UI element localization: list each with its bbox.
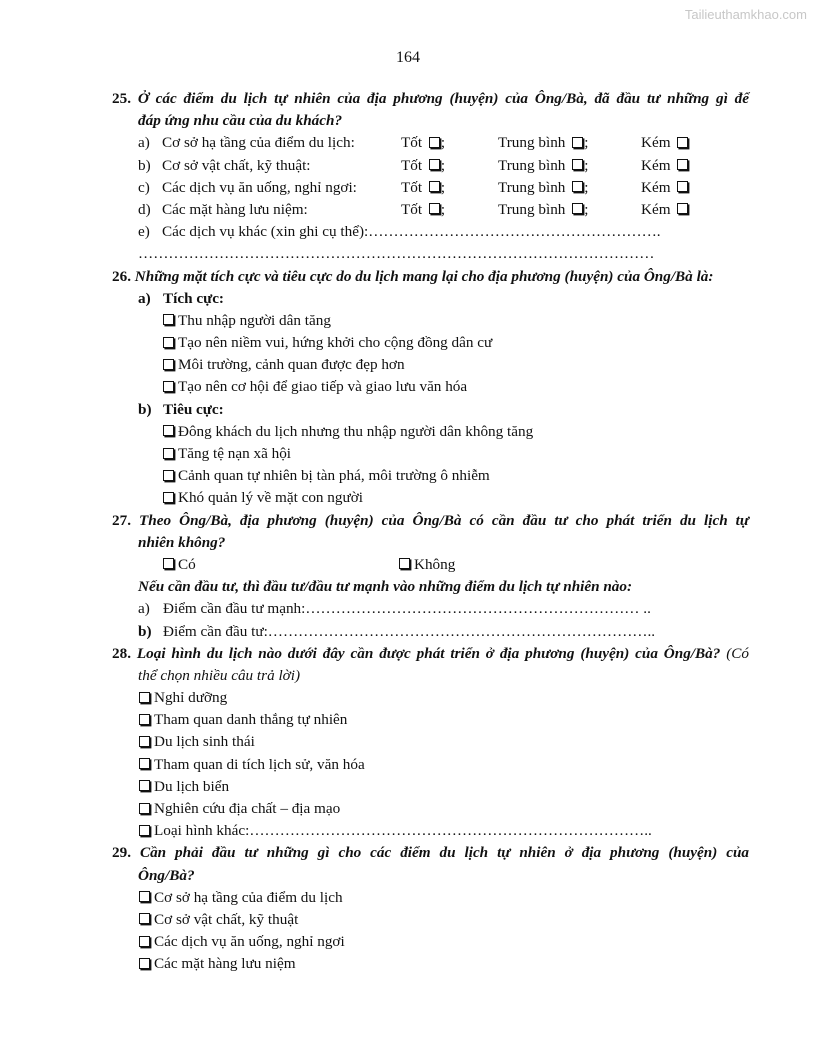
row-label: Các dịch vụ ăn uống, nghỉ ngơi: xyxy=(162,178,357,196)
checkbox-icon[interactable] xyxy=(139,958,150,969)
q25-title: Ở các điểm du lịch tự nhiên của địa phương (huyện) của Ông/Bà, đã đầu tư những gì để xyxy=(137,90,749,107)
option-average[interactable]: Trung bình ; xyxy=(498,178,589,196)
q25-row-c xyxy=(112,177,749,199)
q28-note: (Có xyxy=(726,644,750,662)
checkbox-icon[interactable] xyxy=(139,891,150,902)
q26-title: Những mặt tích cực và tiêu cực do du lịch mang lại cho địa phương (huyện) của Ông/Bà là: xyxy=(134,267,714,285)
checkbox-icon[interactable] xyxy=(139,736,150,747)
q25-number: 25. xyxy=(112,90,131,107)
checkbox-icon[interactable] xyxy=(163,448,174,459)
option-good[interactable]: Tốt ; xyxy=(401,200,446,218)
row-label: Cơ sở hạ tầng của điểm du lịch: xyxy=(162,134,355,152)
checkbox-icon[interactable] xyxy=(429,137,440,148)
checkbox-icon[interactable] xyxy=(139,825,150,836)
option-poor[interactable]: Kém xyxy=(641,132,689,154)
checkbox-icon[interactable] xyxy=(139,913,150,924)
row-label: Các mặt hàng lưu niệm: xyxy=(162,200,308,218)
checkbox-icon[interactable] xyxy=(139,692,150,703)
q28-option-other[interactable]: Loại hình khác:…………………………………………………………………….. xyxy=(112,820,749,842)
q29-title-line1 xyxy=(112,842,749,864)
q25-other-services-continued[interactable]: ………………………………………………………………………………………… xyxy=(138,245,655,263)
q28-option[interactable]: Nghỉ dưỡng xyxy=(112,687,749,709)
checkbox-icon[interactable] xyxy=(429,181,440,192)
q29-number: 29. xyxy=(112,844,131,862)
option-good[interactable]: Tốt ; xyxy=(401,156,446,174)
option-poor[interactable]: Kém xyxy=(641,177,689,199)
q28-option[interactable]: Nghiên cứu địa chất – địa mạo xyxy=(112,798,749,820)
checkbox-icon[interactable] xyxy=(163,381,174,392)
checkbox-icon[interactable] xyxy=(163,314,174,325)
checkbox-icon[interactable] xyxy=(429,203,440,214)
q26-positive-item[interactable]: Tạo nên cơ hội để giao tiếp và giao lưu văn hóa xyxy=(112,376,749,398)
row-letter: d) xyxy=(138,200,151,218)
q28-number: 28. xyxy=(112,644,131,662)
checkbox-icon[interactable] xyxy=(677,203,688,214)
option-good[interactable]: Tốt ; xyxy=(401,178,446,196)
questionnaire-page xyxy=(112,88,749,976)
q26-number: 26. xyxy=(112,267,131,285)
checkbox-icon[interactable] xyxy=(677,159,688,170)
q28-option[interactable]: Tham quan di tích lịch sử, văn hóa xyxy=(112,754,749,776)
option-average[interactable]: Trung bình ; xyxy=(498,134,589,152)
checkbox-icon[interactable] xyxy=(399,558,410,569)
q27-title-line1 xyxy=(112,510,749,532)
q26-negative-item[interactable]: Tăng tệ nạn xã hội xyxy=(112,443,749,465)
option-poor[interactable]: Kém xyxy=(641,155,689,177)
q27-strong-investment-field[interactable]: a) Điểm cần đầu tư mạnh:………………………………………………………… .. xyxy=(138,600,651,618)
checkbox-icon[interactable] xyxy=(139,714,150,725)
row-letter: c) xyxy=(138,178,150,196)
q27-option-yes[interactable]: Có xyxy=(162,556,196,573)
q28-note-line2: thể chọn nhiều câu trả lời) xyxy=(138,666,301,684)
watermark: Tailieuthamkhao.com xyxy=(684,7,807,22)
q27-option-no[interactable]: Không xyxy=(398,554,455,576)
q29-option[interactable]: Cơ sở vật chất, kỹ thuật xyxy=(112,909,749,931)
q25-title-line1 xyxy=(112,88,749,110)
checkbox-icon[interactable] xyxy=(139,803,150,814)
q28-option[interactable]: Tham quan danh thắng tự nhiên xyxy=(112,709,749,731)
checkbox-icon[interactable] xyxy=(572,159,583,170)
q28-option[interactable]: Du lịch sinh thái xyxy=(112,731,749,753)
row-label: Cơ sở vật chất, kỹ thuật: xyxy=(162,156,311,174)
checkbox-icon[interactable] xyxy=(677,137,688,148)
q26-positive-item[interactable]: Thu nhập người dân tăng xyxy=(112,310,749,332)
checkbox-icon[interactable] xyxy=(163,337,174,348)
q25-row-a xyxy=(112,132,749,154)
q25-row-e[interactable] xyxy=(112,221,749,243)
q27-options xyxy=(112,554,749,576)
q27-title-line2: nhiên không? xyxy=(138,533,226,551)
q29-option[interactable]: Các mặt hàng lưu niệm xyxy=(112,953,749,975)
q29-title: Cần phải đầu tư những gì cho các điểm du lịch tự nhiên ở địa phương (huyện) của xyxy=(139,844,749,862)
page-number: 164 xyxy=(396,49,420,66)
q26-negative-item[interactable]: Khó quản lý về mặt con người xyxy=(112,487,749,509)
q25-title-line2: đáp ứng nhu cầu của du khách? xyxy=(138,112,343,130)
q26-title-line xyxy=(112,266,749,288)
option-poor[interactable]: Kém xyxy=(641,199,689,221)
q26-negative-heading: b) Tiêu cực: xyxy=(138,400,224,418)
q26-negative-item[interactable]: Đông khách du lịch nhưng thu nhập người dân không tăng xyxy=(112,421,749,443)
checkbox-icon[interactable] xyxy=(139,780,150,791)
option-average[interactable]: Trung bình ; xyxy=(498,156,589,174)
checkbox-icon[interactable] xyxy=(572,181,583,192)
q26-positive-heading: a) Tích cực: xyxy=(138,289,224,307)
checkbox-icon[interactable] xyxy=(163,470,174,481)
checkbox-icon[interactable] xyxy=(429,159,440,170)
q26-positive-item[interactable]: Môi trường, cảnh quan được đẹp hơn xyxy=(112,354,749,376)
row-letter: e) xyxy=(138,223,150,241)
checkbox-icon[interactable] xyxy=(163,492,174,503)
row-letter: b) xyxy=(138,156,151,174)
row-letter: a) xyxy=(138,134,150,152)
checkbox-icon[interactable] xyxy=(677,181,688,192)
q26-negative-item[interactable]: Cảnh quan tự nhiên bị tàn phá, môi trường ô nhiễm xyxy=(112,465,749,487)
other-services-field[interactable]: Các dịch vụ khác (xin ghi cụ thể):…………………………………………………. xyxy=(162,223,661,241)
q25-row-b xyxy=(112,155,749,177)
q28-title-line1 xyxy=(112,643,749,665)
checkbox-icon[interactable] xyxy=(572,203,583,214)
q26-positive-item[interactable]: Tạo nên niềm vui, hứng khởi cho cộng đồng dân cư xyxy=(112,332,749,354)
checkbox-icon[interactable] xyxy=(139,936,150,947)
q27-investment-field[interactable]: b) Điểm cần đầu tư:………………………………………………………………….. xyxy=(138,622,656,640)
q28-option[interactable]: Du lịch biển xyxy=(112,776,749,798)
checkbox-icon[interactable] xyxy=(163,359,174,370)
q27-title: Theo Ông/Bà, địa phương (huyện) của Ông/Bà có cần đầu tư cho phát triển du lịch tự xyxy=(139,511,749,529)
checkbox-icon[interactable] xyxy=(139,758,150,769)
option-average[interactable]: Trung bình ; xyxy=(498,200,589,218)
checkbox-icon[interactable] xyxy=(572,137,583,148)
q25-row-d xyxy=(112,199,749,221)
q28-title: Loại hình du lịch nào dưới đây cần được phát triển ở địa phương (huyện) của Ông/Bà? xyxy=(136,644,721,662)
q27-subquestion: Nếu cần đầu tư, thì đầu tư/đầu tư mạnh vào những điểm du lịch tự nhiên nào: xyxy=(138,578,633,596)
q27-number: 27. xyxy=(112,511,131,529)
checkbox-icon[interactable] xyxy=(163,425,174,436)
q29-option[interactable]: Các dịch vụ ăn uống, nghỉ ngơi xyxy=(112,931,749,953)
checkbox-icon[interactable] xyxy=(163,558,174,569)
q29-title-line2: Ông/Bà? xyxy=(138,866,195,884)
q29-option[interactable]: Cơ sở hạ tầng của điểm du lịch xyxy=(112,887,749,909)
option-good[interactable]: Tốt ; xyxy=(401,134,446,152)
